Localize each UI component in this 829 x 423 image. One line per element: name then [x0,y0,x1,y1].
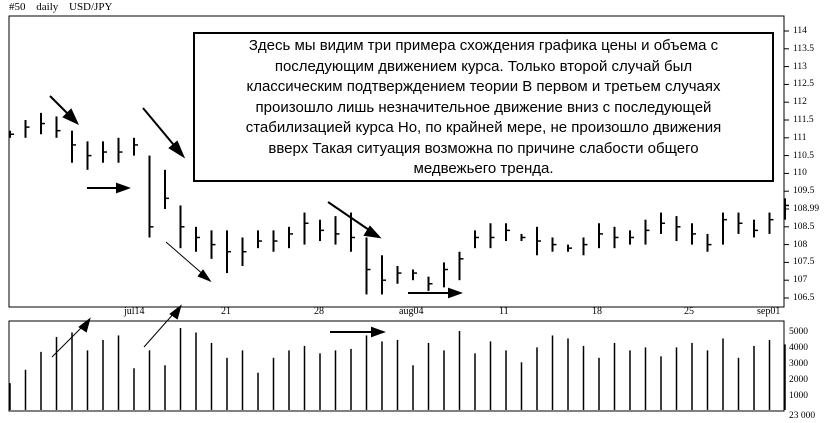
volume-tick-label: 4000 [789,343,808,353]
price-bar [289,227,293,248]
price-tick-label: 109.5 [793,186,815,197]
price-tick-label: 107.5 [793,257,815,268]
arrow-right-1-head [117,184,128,192]
price-bar [367,237,371,294]
price-bar [584,237,588,255]
price-bar [165,170,169,209]
price-bar [553,237,557,251]
date-tick-label: aug04 [399,306,424,317]
price-bar [72,131,76,163]
price-bar [475,230,479,248]
price-bar [754,220,758,238]
date-tick-label: 18 [592,306,602,317]
price-tick-label: 108.5 [793,221,815,232]
price-bar [57,116,61,137]
date-tick-label: jul14 [124,306,145,317]
date-tick-label: sep01 [757,306,781,317]
note-line: вверх Такая ситуация возможна по причине слабости общего [268,139,699,157]
volume-tick-label: 2000 [789,375,808,385]
note-line: классическим подтверждением теории В первом и третьем случаях [246,78,721,95]
arrow-vol-up-1-head [80,320,89,331]
price-tick-label: 111.5 [793,115,814,125]
price-bar [646,220,650,245]
price-bar [491,223,495,248]
volume-tick-label: 3000 [789,359,808,369]
price-tick-label: 106.5 [793,293,815,303]
date-tick-label: 11 [499,306,509,317]
date-tick-label: 28 [314,306,324,317]
price-bar [150,156,154,238]
price-bar [227,230,231,273]
arrow-right-vol-head [372,328,383,336]
price-bar [398,266,402,284]
chart-period: daily [36,1,59,13]
price-bar [181,205,185,248]
price-bar [537,227,541,255]
price-tick-label: 110 [793,168,807,179]
price-bar [336,216,340,244]
price-bar [677,216,681,241]
price-bar [103,141,107,162]
price-tick-label: 107 [793,275,808,286]
note-line: последующим движением курса. Только второй случай был [274,57,693,75]
price-bar [630,230,634,244]
price-bar [692,223,696,244]
volume-tick-label: 5000 [789,327,808,337]
price-bar [88,141,92,169]
price-bar [243,237,247,265]
price-bar [41,113,45,134]
price-bar [320,220,324,241]
price-tick-label: 112.5 [793,79,815,90]
price-bar [413,270,417,281]
price-bar [119,138,123,163]
chart-number: #50 [9,1,26,13]
note-line: Здесь мы видим три примера схождения графика цены и объема с [248,37,719,54]
arrow-vol-up-2 [144,312,175,347]
price-tick-label: 110.5 [793,150,815,161]
note-line: медвежьего тренда. [413,160,554,177]
volume-tick-label: 1000 [789,391,808,401]
price-tick-label: 108.99 [793,204,820,214]
chart-pair: USD/JPY [69,1,113,13]
arrow-vol-up-2-head [171,307,180,318]
price-tick-label: 113 [793,61,807,72]
arrow-down-2 [143,108,178,150]
price-bar [506,223,510,241]
price-bar [134,138,138,156]
price-bar [599,223,603,248]
note-line: стабилизацией курса Но, по крайней мере, не произошло движения [245,119,722,136]
date-tick-label: 21 [221,306,231,317]
volume-tick-label: 23 000 [789,411,816,421]
price-bar [568,245,572,252]
price-tick-label: 108 [793,239,808,250]
price-tick-label: 113.5 [793,43,815,54]
annotation-box [193,32,774,182]
price-bar [274,230,278,251]
price-tick-label: 111 [793,132,807,143]
price-bar [258,230,262,248]
price-bar [382,255,386,294]
price-bar [212,230,216,258]
price-bar [522,234,526,241]
price-bar [739,213,743,234]
price-bar [615,227,619,248]
price-bar [444,262,448,287]
price-bar [723,213,727,245]
volume-panel-frame [9,321,784,411]
price-tick-label: 112 [793,97,807,108]
price-bar [661,213,665,234]
date-tick-label: 25 [684,306,694,317]
price-bar [26,120,30,138]
arrow-right-2-head [449,289,460,297]
price-bar [196,227,200,252]
price-bar [460,252,464,280]
price-bar [10,131,14,138]
price-bar [770,213,774,234]
price-bar [708,234,712,252]
arrow-thin-down-1 [166,242,205,276]
note-line: произошло лишь незначительное движение вниз с последующей [255,98,712,116]
price-tick-label: 114 [793,26,807,36]
price-bar [305,213,309,245]
price-bar [429,277,433,291]
